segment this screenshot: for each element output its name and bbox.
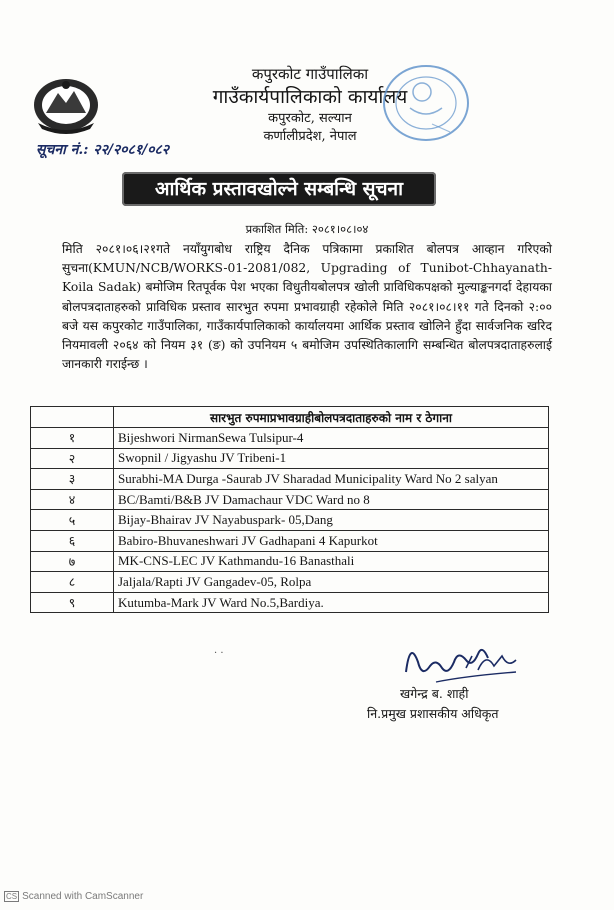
bidder-name: Bijay-Bhairav JV Nayabuspark- 05,Dang xyxy=(114,510,549,531)
table-row xyxy=(31,572,549,593)
municipality-name: कपुरकोट गाउँपालिका xyxy=(251,65,369,83)
row-number: १ xyxy=(31,428,114,449)
bidder-name: Kutumba-Mark JV Ward No.5,Bardiya. xyxy=(114,592,549,613)
row-number: ५ xyxy=(31,510,114,531)
bidder-name: Jaljala/Rapti JV Gangadev-05, Rolpa xyxy=(114,572,549,593)
signatory-title: नि.प्रमुख प्रशासकीय अधिकृत xyxy=(367,706,499,721)
table-row xyxy=(31,592,549,613)
bidder-name: MK-CNS-LEC JV Kathmandu-16 Banasthali xyxy=(114,551,549,572)
address-line-2: कर्णालीप्रदेश, नेपाल xyxy=(263,129,357,144)
table-row xyxy=(31,510,549,531)
bidder-header: सारभुत रुपमाप्रभावग्राहीबोलपत्रदाताहरुको नाम र ठेगाना xyxy=(114,407,549,428)
bidder-name: BC/Bamti/B&B JV Damachaur VDC Ward no 8 xyxy=(114,489,549,510)
table-row xyxy=(31,428,549,449)
row-number: ७ xyxy=(31,551,114,572)
notice-number: सूचना नं.: २२/२०८१/०८२ xyxy=(36,142,170,158)
bidder-name: Surabhi-MA Durga -Saurab JV Sharadad Municipality Ward No 2 salyan xyxy=(114,469,549,490)
row-number: ६ xyxy=(31,530,114,551)
row-number: ३ xyxy=(31,469,114,490)
publish-date: प्रकाशित मिति: २०८१।०८।०४ xyxy=(245,222,369,236)
notice-body: मिति २०८१।०६।२१गते नयाँयुगबोध राष्ट्रिय दैनिक पत्रिकामा प्रकाशित बोलपत्र आव्हान गरिएको सुचना(KMUN/NCB/WORKS-01-2081/082, Upgrading of Tunibot-Chhayanath-Koila Sadak) बमोजिम रितपूर्वक पेश भएका विधुतीयबोलपत्र खोली प्राविधिकपक्षको मुल्याङ्कनगर्दा देहायका बोलपत्रदाताहरुको प्राविधिक प्रस्ताव सारभुत रुपमा प्रभावग्राही रहेकोले मिति २०८१।०८।११ गते दिनको २:०० बजे यस कपुरकोट गाउँपालिका, गाउँकार्यपालिकाको कार्यालयमा आर्थिक प्रस्ताव खोलिने हुँदा सार्वजनिक खरिद नियमावली २०६४ को नियम ३१ (ङ) को उपनियम ५ बमोजिम उपस्थितिकालागि सम्बन्धित बोलपत्रदाताहरुलाई जानकारी गराईन्छ । xyxy=(62,242,552,372)
bidder-name: Babiro-Bhuvaneshwari JV Gadhapani 4 Kapurkot xyxy=(114,530,549,551)
nepal-emblem-icon xyxy=(30,75,102,137)
bidder-name: Swopnil / Jigyashu JV Tribeni-1 xyxy=(114,448,549,469)
bidder-name: Bijeshwori NirmanSewa Tulsipur-4 xyxy=(114,428,549,449)
address-line-1: कपुरकोट, सल्यान xyxy=(268,111,352,126)
table-row xyxy=(31,448,549,469)
row-number: २ xyxy=(31,448,114,469)
camscanner-icon: CS xyxy=(6,892,18,901)
sn-header xyxy=(31,407,114,428)
official-stamp-seal xyxy=(380,62,472,144)
scan-speck: · · xyxy=(214,648,224,659)
table-row xyxy=(31,551,549,572)
scanner-watermark xyxy=(4,891,143,902)
table-header-row xyxy=(31,407,549,428)
office-name: गाउँकार्यपालिकाको कार्यालय xyxy=(212,86,408,108)
table-row xyxy=(31,489,549,510)
table-row xyxy=(31,530,549,551)
row-number: ८ xyxy=(31,572,114,593)
row-number: ४ xyxy=(31,489,114,510)
watermark-text: Scanned with CamScanner xyxy=(22,891,144,902)
table-row xyxy=(31,469,549,490)
bidder-table xyxy=(30,406,549,613)
row-number: ९ xyxy=(31,592,114,613)
notice-title: आर्थिक प्रस्तावखोल्ने सम्बन्धि सूचना xyxy=(122,172,436,206)
signatory-name: खगेन्द्र ब. शाही xyxy=(400,686,469,701)
